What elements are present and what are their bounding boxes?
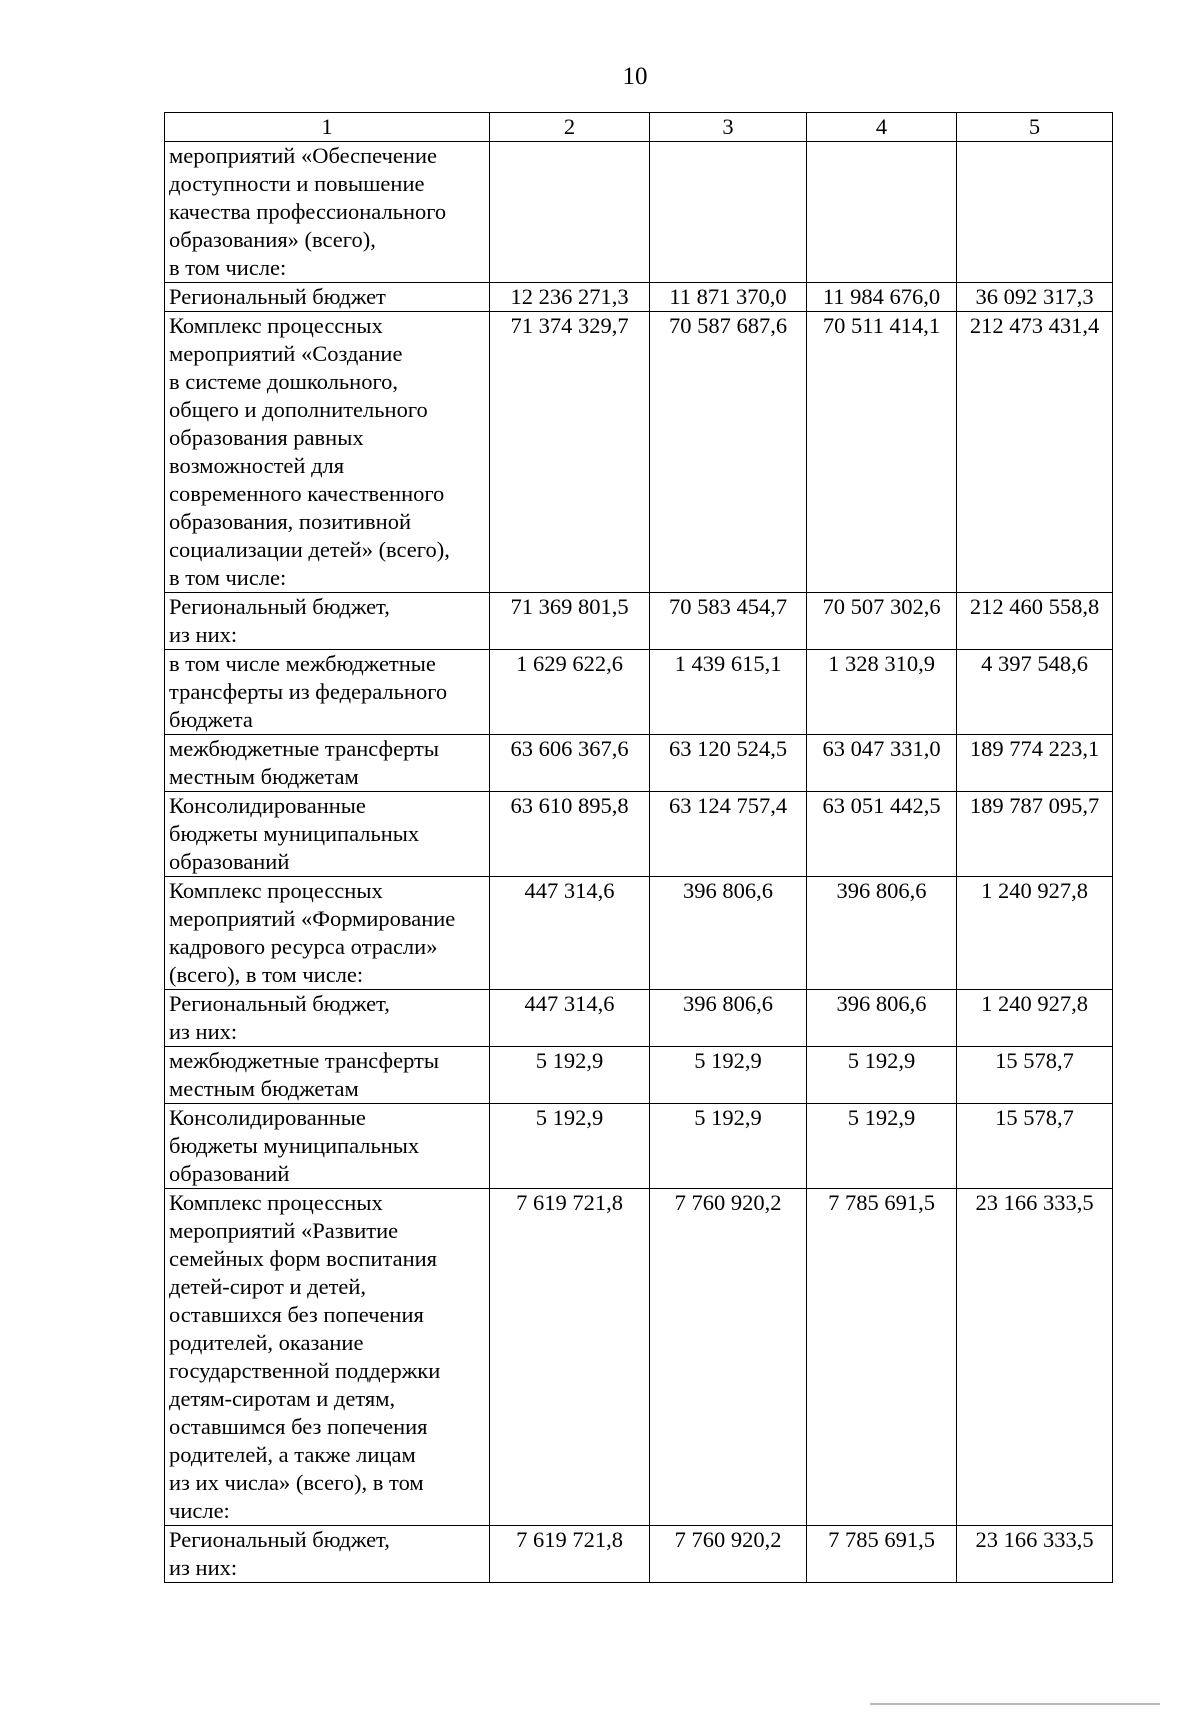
table-row — [165, 1047, 1113, 1104]
value-cell: 7 619 721,8 — [490, 1526, 650, 1583]
value-cell: 70 587 687,6 — [650, 312, 807, 593]
header-cell: 2 — [490, 113, 650, 142]
value-cell: 396 806,6 — [807, 990, 957, 1047]
table-row — [165, 877, 1113, 990]
value-cell: 1 240 927,8 — [957, 877, 1113, 990]
table-row — [165, 142, 1113, 283]
table-row — [165, 792, 1113, 877]
header-cell: 3 — [650, 113, 807, 142]
value-cell: 1 439 615,1 — [650, 650, 807, 735]
value-cell: 7 760 920,2 — [650, 1189, 807, 1526]
value-cell: 71 374 329,7 — [490, 312, 650, 593]
value-cell — [650, 142, 807, 283]
value-cell: 1 240 927,8 — [957, 990, 1113, 1047]
row-label: межбюджетные трансферты местным бюджетам — [165, 735, 490, 792]
value-cell — [957, 142, 1113, 283]
value-cell: 70 507 302,6 — [807, 593, 957, 650]
value-cell: 11 871 370,0 — [650, 283, 807, 312]
row-label: Консолидированные бюджеты муниципальных образований — [165, 1104, 490, 1189]
value-cell: 71 369 801,5 — [490, 593, 650, 650]
value-cell: 212 460 558,8 — [957, 593, 1113, 650]
footer-divider — [870, 1703, 1160, 1705]
value-cell: 396 806,6 — [650, 990, 807, 1047]
value-cell: 1 328 310,9 — [807, 650, 957, 735]
value-cell: 396 806,6 — [650, 877, 807, 990]
value-cell: 15 578,7 — [957, 1104, 1113, 1189]
row-label: Региональный бюджет — [165, 283, 490, 312]
value-cell: 189 774 223,1 — [957, 735, 1113, 792]
header-cell: 1 — [165, 113, 490, 142]
value-cell: 396 806,6 — [807, 877, 957, 990]
table-row — [165, 1104, 1113, 1189]
header-cell: 4 — [807, 113, 957, 142]
row-label: Комплекс процессных мероприятий «Создание в системе дошкольного, общего и дополнительного образования равных возможностей для современного качественного образования, позитивной социализации детей» (всего), в том числе: — [165, 312, 490, 593]
row-label: Комплекс процессных мероприятий «Формирование кадрового ресурса отрасли» (всего), в том числе: — [165, 877, 490, 990]
value-cell: 5 192,9 — [650, 1104, 807, 1189]
value-cell: 63 606 367,6 — [490, 735, 650, 792]
table-row — [165, 1189, 1113, 1526]
row-label: межбюджетные трансферты местным бюджетам — [165, 1047, 490, 1104]
value-cell: 63 610 895,8 — [490, 792, 650, 877]
value-cell: 5 192,9 — [807, 1104, 957, 1189]
value-cell: 12 236 271,3 — [490, 283, 650, 312]
value-cell — [490, 142, 650, 283]
value-cell: 63 047 331,0 — [807, 735, 957, 792]
row-label: в том числе межбюджетные трансферты из федерального бюджета — [165, 650, 490, 735]
value-cell: 70 583 454,7 — [650, 593, 807, 650]
row-label: Региональный бюджет, из них: — [165, 593, 490, 650]
value-cell: 70 511 414,1 — [807, 312, 957, 593]
value-cell: 7 785 691,5 — [807, 1189, 957, 1526]
value-cell: 7 619 721,8 — [490, 1189, 650, 1526]
budget-table — [164, 112, 1113, 1583]
page-number: 10 — [622, 63, 648, 90]
row-label: Региональный бюджет, из них: — [165, 1526, 490, 1583]
value-cell — [807, 142, 957, 283]
value-cell: 63 051 442,5 — [807, 792, 957, 877]
row-label: Комплекс процессных мероприятий «Развитие семейных форм воспитания детей-сирот и детей, оставшихся без попечения родителей, оказание государственной поддержки детям-сиротам и детям, оставшимся без попечения родителей, а также лицам из их числа» (всего), в том числе: — [165, 1189, 490, 1526]
table-row — [165, 1526, 1113, 1583]
table-row — [165, 283, 1113, 312]
value-cell: 447 314,6 — [490, 990, 650, 1047]
value-cell: 5 192,9 — [807, 1047, 957, 1104]
value-cell: 212 473 431,4 — [957, 312, 1113, 593]
value-cell: 5 192,9 — [490, 1047, 650, 1104]
table-row — [165, 735, 1113, 792]
table-row — [165, 990, 1113, 1047]
value-cell: 23 166 333,5 — [957, 1189, 1113, 1526]
table-row — [165, 593, 1113, 650]
value-cell: 447 314,6 — [490, 877, 650, 990]
value-cell: 63 124 757,4 — [650, 792, 807, 877]
row-label: Консолидированные бюджеты муниципальных образований — [165, 792, 490, 877]
value-cell: 23 166 333,5 — [957, 1526, 1113, 1583]
value-cell: 5 192,9 — [490, 1104, 650, 1189]
row-label: Региональный бюджет, из них: — [165, 990, 490, 1047]
value-cell: 1 629 622,6 — [490, 650, 650, 735]
header-row — [165, 113, 1113, 142]
value-cell: 36 092 317,3 — [957, 283, 1113, 312]
table-row — [165, 650, 1113, 735]
value-cell: 5 192,9 — [650, 1047, 807, 1104]
value-cell: 4 397 548,6 — [957, 650, 1113, 735]
header-cell: 5 — [957, 113, 1113, 142]
value-cell: 63 120 524,5 — [650, 735, 807, 792]
value-cell: 15 578,7 — [957, 1047, 1113, 1104]
value-cell: 7 760 920,2 — [650, 1526, 807, 1583]
row-label: мероприятий «Обеспечение доступности и повышение качества профессионального образования» (всего), в том числе: — [165, 142, 490, 283]
value-cell: 7 785 691,5 — [807, 1526, 957, 1583]
value-cell: 189 787 095,7 — [957, 792, 1113, 877]
table-row — [165, 312, 1113, 593]
value-cell: 11 984 676,0 — [807, 283, 957, 312]
